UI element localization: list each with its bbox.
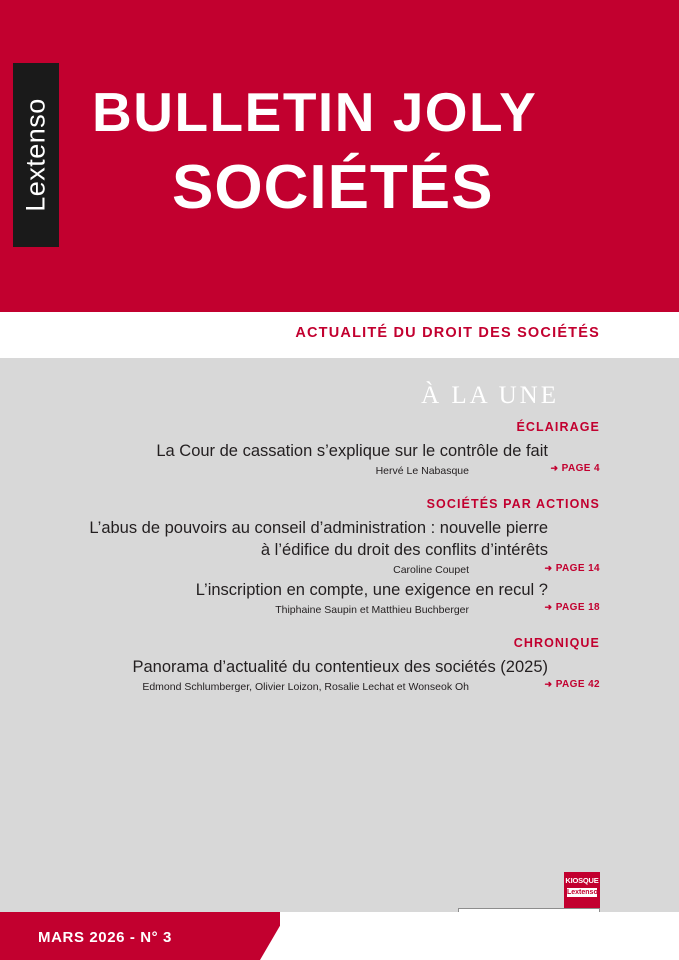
toc-entry-title xyxy=(0,518,600,562)
tagline-strip xyxy=(0,312,679,358)
toc-page-ref xyxy=(545,679,600,690)
toc-page-label: PAGE 4 xyxy=(561,462,600,474)
toc-entry-title-line1: L’abus de pouvoirs au conseil d’administration : nouvelle pierre xyxy=(89,518,548,537)
toc-page-label: PAGE 14 xyxy=(555,562,600,574)
footer-band xyxy=(0,912,679,960)
toc-entry-title: La Cour de cassation s’explique sur le contrôle de fait xyxy=(156,442,548,460)
kiosque-logo-line2: Lextenso xyxy=(567,889,598,896)
toc-page-ref xyxy=(545,563,600,574)
publisher-logo xyxy=(13,63,59,247)
footer-white-area xyxy=(280,912,679,960)
toc-entry-title-line2: à l’édifice du droit des conflits d’intérêts xyxy=(260,540,548,559)
toc-section xyxy=(0,420,679,477)
kiosque-logo-line1: KIOSQUE xyxy=(565,876,599,885)
arrow-right-icon: ➜ xyxy=(544,678,553,689)
arrow-right-icon: ➜ xyxy=(544,601,553,612)
toc-entry[interactable] xyxy=(0,580,679,616)
toc-entry-title: L’inscription en compte, une exigence en recul ? xyxy=(195,580,548,599)
toc-page-label: PAGE 18 xyxy=(555,601,600,613)
kiosque-logo[interactable] xyxy=(564,872,600,908)
toc-section xyxy=(0,636,679,693)
table-of-contents xyxy=(0,420,679,713)
toc-page-ref xyxy=(551,463,600,474)
publisher-logo-label: Lextenso xyxy=(20,98,51,212)
arrow-right-icon: ➜ xyxy=(544,562,553,573)
toc-entry-authors: Edmond Schlumberger, Olivier Loizon, Rosalie Lechat et Wonseok Oh xyxy=(142,680,469,693)
toc-entry-authors: Caroline Coupet xyxy=(393,563,469,576)
toc-section-label: CHRONIQUE xyxy=(513,635,600,650)
toc-entry-authors: Thiphaine Saupin et Matthieu Buchberger xyxy=(275,603,469,616)
magazine-title-line2: SOCIÉTÉS xyxy=(172,153,494,222)
toc-entry-title: Panorama d’actualité du contentieux des sociétés (2025) xyxy=(132,657,548,676)
toc-section-label: ÉCLAIRAGE xyxy=(516,420,600,434)
arrow-right-icon: ➜ xyxy=(550,462,559,473)
tagline: ACTUALITÉ DU DROIT DES SOCIÉTÉS xyxy=(295,325,600,341)
toc-page-label: PAGE 42 xyxy=(555,678,600,690)
toc-section-label: SOCIÉTÉS PAR ACTIONS xyxy=(426,496,600,511)
toc-entry[interactable] xyxy=(0,518,679,576)
content-area xyxy=(0,358,679,960)
issue-date: MARS 2026 - N° 3 xyxy=(38,929,172,946)
toc-entry-authors: Hervé Le Nabasque xyxy=(375,464,469,477)
toc-entry[interactable] xyxy=(0,441,679,477)
toc-section xyxy=(0,497,679,616)
magazine-title-line1: BULLETIN JOLY xyxy=(92,81,538,143)
toc-page-ref xyxy=(545,602,600,613)
featured-heading: À LA UNE xyxy=(421,382,559,409)
toc-entry[interactable] xyxy=(0,657,679,693)
header-band xyxy=(0,0,679,312)
